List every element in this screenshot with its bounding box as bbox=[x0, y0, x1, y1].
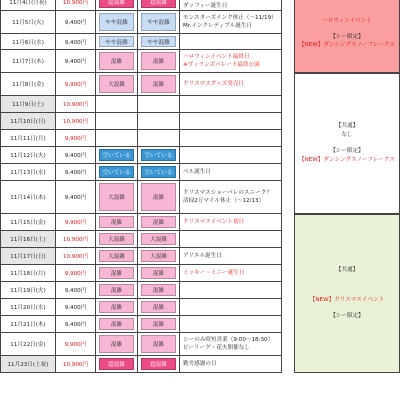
crowd-level-badge: やや混雑 bbox=[141, 36, 176, 47]
price-cell: 9,400円 bbox=[56, 11, 96, 34]
price-cell: 9,900円 bbox=[56, 333, 96, 356]
spacer-cell bbox=[282, 248, 294, 265]
sea-crowd-cell bbox=[138, 164, 180, 181]
sea-crowd-cell bbox=[138, 11, 180, 34]
event-summary-text: 【NEW】ダンシングスノーフレークス bbox=[298, 42, 396, 49]
event-note-cell bbox=[180, 214, 282, 231]
price-cell: 9,900円 bbox=[56, 265, 96, 282]
date-cell: 11月6日(水) bbox=[0, 34, 56, 50]
sea-crowd-cell bbox=[138, 0, 180, 11]
spacer-cell bbox=[282, 164, 294, 181]
crowd-level-badge: 混雑 bbox=[99, 284, 134, 296]
event-summary-block bbox=[294, 0, 400, 73]
event-note-line: ミッキー・ミニー誕生日 bbox=[183, 269, 245, 276]
price-cell: 9,400円 bbox=[56, 147, 96, 164]
price-cell: 9,900円 bbox=[56, 214, 96, 231]
sea-crowd-cell bbox=[138, 113, 180, 130]
event-note-cell bbox=[180, 130, 282, 147]
crowd-level-badge: 超混雑 bbox=[141, 358, 176, 370]
sea-crowd-cell bbox=[138, 181, 180, 214]
event-note-cell bbox=[180, 333, 282, 356]
price-cell: 10,900円 bbox=[56, 96, 96, 113]
spacer-cell bbox=[282, 181, 294, 214]
date-cell: 11月11日(月) bbox=[0, 130, 56, 147]
crowd-level-badge: 超混雑 bbox=[99, 358, 134, 370]
crowd-level-badge: 混雑 bbox=[141, 52, 176, 70]
land-crowd-cell bbox=[96, 356, 138, 373]
crowd-level-badge: 大混雑 bbox=[141, 233, 176, 245]
price-cell: 10,900円 bbox=[56, 231, 96, 248]
land-crowd-cell bbox=[96, 96, 138, 113]
land-crowd-cell bbox=[96, 164, 138, 181]
event-note-line: シーのみ時短営業（9:00～18:30）ピーリーグ・花火開催なし bbox=[183, 336, 274, 351]
event-summary-label: 【共通】 bbox=[335, 123, 359, 130]
crowd-level-badge: 混雑 bbox=[141, 335, 176, 353]
crowd-level-badge: 混雑 bbox=[99, 318, 134, 330]
sea-crowd-cell bbox=[138, 248, 180, 265]
spacer-cell bbox=[282, 333, 294, 356]
price-cell: 10,900円 bbox=[56, 0, 96, 11]
event-note-line: Mr.インクレディブル誕生日 bbox=[183, 23, 253, 29]
crowd-level-badge: 混雑 bbox=[141, 284, 176, 296]
crowd-level-badge: 空いている bbox=[141, 149, 176, 161]
sea-crowd-cell bbox=[138, 147, 180, 164]
crowd-level-badge: 超混雑 bbox=[141, 0, 176, 8]
date-cell: 11月16日(土) bbox=[0, 231, 56, 248]
sea-crowd-cell bbox=[138, 50, 180, 73]
sea-crowd-cell bbox=[138, 299, 180, 316]
date-cell: 11月4日(月祝) bbox=[0, 0, 56, 11]
event-note-cell bbox=[180, 181, 282, 214]
event-summary-label: 【シー限定】 bbox=[330, 312, 364, 319]
date-cell: 11月23日(土祝) bbox=[0, 356, 56, 373]
date-cell: 11月13日(水) bbox=[0, 164, 56, 181]
spacer-cell bbox=[282, 113, 294, 130]
crowd-level-badge: 大混雑 bbox=[99, 233, 134, 245]
crowd-level-badge: やや混雑 bbox=[141, 13, 176, 31]
crowd-level-badge: 大混雑 bbox=[99, 183, 134, 211]
crowd-level-badge: 混雑 bbox=[141, 301, 176, 313]
date-cell: 11月10日(日) bbox=[0, 113, 56, 130]
event-note-cell bbox=[180, 34, 282, 50]
event-summary-block bbox=[294, 214, 400, 373]
land-crowd-cell bbox=[96, 181, 138, 214]
spacer-cell bbox=[282, 50, 294, 73]
event-note-cell bbox=[180, 113, 282, 130]
event-note-line: 清掃2万マイル休止（～12/13） bbox=[183, 198, 265, 204]
event-note-cell bbox=[180, 50, 282, 73]
crowd-level-badge: 混雑 bbox=[99, 267, 134, 279]
date-cell: 11月20日(水) bbox=[0, 299, 56, 316]
spacer-cell bbox=[282, 96, 294, 113]
spacer-cell bbox=[282, 130, 294, 147]
price-cell: 9,400円 bbox=[56, 164, 96, 181]
event-note-line: ベル誕生日 bbox=[183, 168, 211, 175]
event-note-line: クリスマスショーパレのスニーク？ bbox=[183, 189, 272, 196]
event-note-cell bbox=[180, 96, 282, 113]
crowd-level-badge: 混雑 bbox=[141, 75, 176, 93]
event-summary-label: 【シー限定】 bbox=[330, 148, 364, 154]
land-crowd-cell bbox=[96, 11, 138, 34]
crowd-level-badge: 大混雑 bbox=[141, 250, 176, 262]
sea-crowd-cell bbox=[138, 282, 180, 299]
crowd-level-badge: 混雑 bbox=[99, 301, 134, 313]
spacer-cell bbox=[282, 231, 294, 248]
crowd-level-badge: 大混雑 bbox=[99, 75, 134, 93]
date-cell: 11月17日(日) bbox=[0, 248, 56, 265]
spacer-cell bbox=[282, 214, 294, 231]
crowd-level-badge: 大混雑 bbox=[99, 250, 134, 262]
date-cell: 11月19日(火) bbox=[0, 282, 56, 299]
crowd-level-badge: 空いている bbox=[99, 166, 134, 178]
sea-crowd-cell bbox=[138, 130, 180, 147]
event-summary-text: 【NEW】クリスマスイベント bbox=[309, 297, 385, 304]
price-cell: 10,900円 bbox=[56, 248, 96, 265]
spacer-cell bbox=[282, 73, 294, 96]
price-cell: 9,400円 bbox=[56, 181, 96, 214]
price-cell: 9,400円 bbox=[56, 299, 96, 316]
event-summary-label: 【シー限定】 bbox=[330, 33, 364, 40]
land-crowd-cell bbox=[96, 214, 138, 231]
land-crowd-cell bbox=[96, 231, 138, 248]
land-crowd-cell bbox=[96, 333, 138, 356]
sea-crowd-cell bbox=[138, 73, 180, 96]
spacer-cell bbox=[282, 282, 294, 299]
spacer-cell bbox=[282, 265, 294, 282]
event-note-cell bbox=[180, 11, 282, 34]
price-cell: 9,900円 bbox=[56, 73, 96, 96]
date-cell: 11月8日(金) bbox=[0, 73, 56, 96]
event-note-line: クリスマスイベント初日 bbox=[183, 218, 245, 225]
event-note-line: ダッフィー誕生日 bbox=[183, 3, 228, 9]
event-note-cell bbox=[180, 73, 282, 96]
date-cell: 11月7日(木) bbox=[0, 50, 56, 73]
event-note-line: 勤労感謝の日 bbox=[183, 360, 217, 367]
sea-crowd-cell bbox=[138, 356, 180, 373]
crowd-level-badge: 混雑 bbox=[141, 183, 176, 211]
event-summary-text: なし bbox=[341, 132, 353, 139]
price-cell: 10,900円 bbox=[56, 113, 96, 130]
crowd-level-badge: 空いている bbox=[141, 166, 176, 178]
spacer-cell bbox=[282, 316, 294, 333]
crowd-level-badge: 超混雑 bbox=[99, 0, 134, 8]
land-crowd-cell bbox=[96, 130, 138, 147]
land-crowd-cell bbox=[96, 299, 138, 316]
date-cell: 11月5日(火) bbox=[0, 11, 56, 34]
crowd-level-badge: 混雑 bbox=[99, 335, 134, 353]
land-crowd-cell bbox=[96, 50, 138, 73]
event-note-cell bbox=[180, 147, 282, 164]
event-note-cell bbox=[180, 164, 282, 181]
event-note-cell bbox=[180, 282, 282, 299]
land-crowd-cell bbox=[96, 316, 138, 333]
spacer-cell bbox=[282, 356, 294, 373]
sea-crowd-cell bbox=[138, 214, 180, 231]
crowd-level-badge: 混雑 bbox=[141, 318, 176, 330]
event-note-cell bbox=[180, 299, 282, 316]
event-note-line: ハロウィンイベント最終日 bbox=[183, 53, 250, 60]
price-cell: 9,900円 bbox=[56, 130, 96, 147]
land-crowd-cell bbox=[96, 34, 138, 50]
event-summary-text: ハロウィンイベント bbox=[322, 17, 372, 24]
sea-crowd-cell bbox=[138, 316, 180, 333]
event-summary-text: 【NEW】ダンシングスノーフレークス bbox=[298, 156, 396, 163]
spacer-cell bbox=[282, 11, 294, 34]
date-cell: 11月12日(火) bbox=[0, 147, 56, 164]
land-crowd-cell bbox=[96, 282, 138, 299]
land-crowd-cell bbox=[96, 265, 138, 282]
price-cell: 9,400円 bbox=[56, 34, 96, 50]
price-cell: 9,400円 bbox=[56, 50, 96, 73]
sea-crowd-cell bbox=[138, 34, 180, 50]
date-cell: 11月15日(金) bbox=[0, 214, 56, 231]
crowd-level-badge: やや混雑 bbox=[99, 36, 134, 47]
event-note-line: モンスターズインク休止（～11/19） bbox=[183, 14, 277, 21]
sea-crowd-cell bbox=[138, 96, 180, 113]
land-crowd-cell bbox=[96, 248, 138, 265]
spacer-cell bbox=[282, 299, 294, 316]
date-cell: 11月9日(土) bbox=[0, 96, 56, 113]
crowd-level-badge: 空いている bbox=[99, 149, 134, 161]
sea-crowd-cell bbox=[138, 231, 180, 248]
date-cell: 11月22日(金) bbox=[0, 333, 56, 356]
event-summary-block bbox=[294, 73, 400, 214]
event-note-cell bbox=[180, 356, 282, 373]
price-cell: 9,400円 bbox=[56, 316, 96, 333]
crowd-level-badge: 混雑 bbox=[99, 216, 134, 228]
date-cell: 11月21日(木) bbox=[0, 316, 56, 333]
spacer-cell bbox=[282, 147, 294, 164]
crowd-level-badge: 混雑 bbox=[99, 52, 134, 70]
sea-crowd-cell bbox=[138, 333, 180, 356]
crowd-level-badge: 混雑 bbox=[141, 216, 176, 228]
spacer-cell bbox=[282, 0, 294, 11]
event-note-line: クリスマスグッズ発売日 bbox=[183, 80, 245, 87]
crowd-level-badge: やや混雑 bbox=[99, 13, 134, 31]
spacer-cell bbox=[282, 34, 294, 50]
price-cell: 9,400円 bbox=[56, 282, 96, 299]
price-cell: 10,900円 bbox=[56, 356, 96, 373]
event-note-cell bbox=[180, 248, 282, 265]
event-note-cell bbox=[180, 0, 282, 11]
event-note-cell bbox=[180, 316, 282, 333]
land-crowd-cell bbox=[96, 147, 138, 164]
event-note-cell bbox=[180, 231, 282, 248]
date-cell: 11月14日(木) bbox=[0, 181, 56, 214]
land-crowd-cell bbox=[96, 0, 138, 11]
sea-crowd-cell bbox=[138, 265, 180, 282]
date-cell: 11月18日(月) bbox=[0, 265, 56, 282]
event-note-cell bbox=[180, 265, 282, 282]
event-note-line: ※ヴィランズパレード最終公演 bbox=[183, 62, 260, 68]
event-note-line: アリエル誕生日 bbox=[183, 252, 222, 259]
event-summary-label: 【共通】 bbox=[335, 267, 359, 274]
land-crowd-cell bbox=[96, 73, 138, 96]
crowd-level-badge: 混雑 bbox=[141, 267, 176, 279]
land-crowd-cell bbox=[96, 113, 138, 130]
